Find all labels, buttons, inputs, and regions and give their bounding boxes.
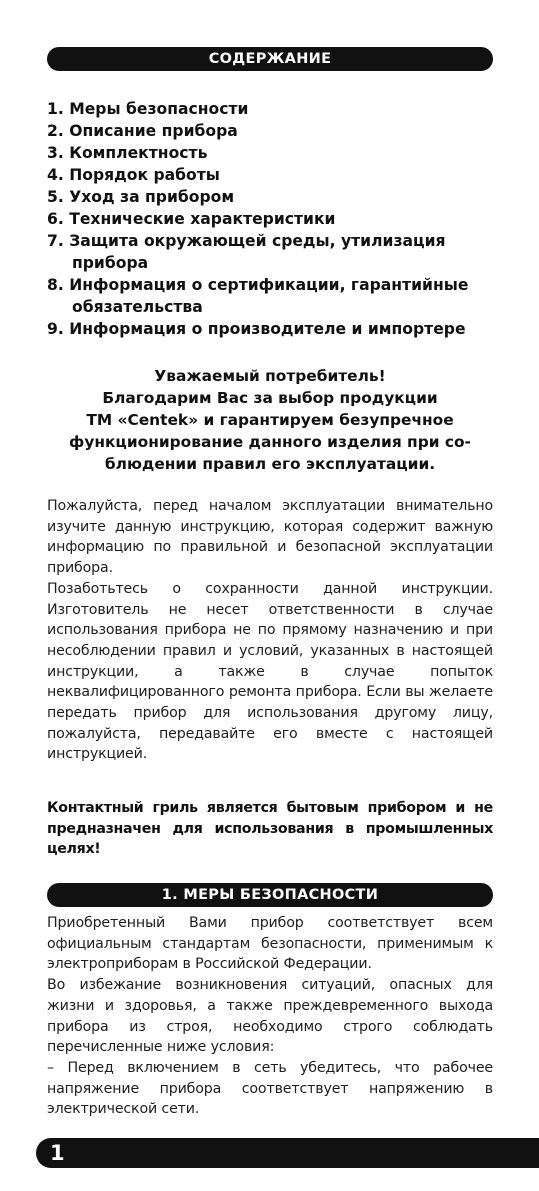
- section-body: [47, 913, 493, 1120]
- toc-item: 1. Меры безопасности: [47, 100, 249, 118]
- toc-title: СОДЕРЖАНИЕ: [208, 51, 332, 67]
- intro-text: [47, 496, 493, 765]
- toc-header-bar: [47, 47, 493, 71]
- intro-paragraph: Позаботьтесь о сохранности данной инструкции. Изготовитель не несет ответственности в случае использования прибора не по прямому назначению и при несоблюдении правил и условий, указанных в настоящей инструкции, а также в случае попыток неквалифицированного ремонта прибора. Если вы желаете передать прибор для использования другому лицу, пожалуйста, передавайте его вместе с настоящей инструкцией.: [47, 580, 493, 763]
- section-title: 1. МЕРЫ БЕЗОПАСНОСТИ: [161, 887, 379, 903]
- page-number: 1: [50, 1141, 65, 1165]
- greeting-line: Благодарим Вас за выбор продукции: [102, 389, 438, 407]
- toc-list: [47, 98, 497, 340]
- toc-item: 6. Технические характеристики: [47, 210, 336, 228]
- intro-paragraph: Пожалуйста, перед началом эксплуатации внимательно изучите данную инструкцию, которая содержит важную информацию по правильной и безопасной эксплуатации прибора.: [47, 498, 493, 577]
- greeting-line: блюдении правил его эксплуатации.: [104, 455, 436, 473]
- greeting-line: Уважаемый потребитель!: [154, 367, 386, 385]
- greeting-block: [47, 365, 493, 475]
- warning-paragraph: Контактный гриль является бытовым прибором и не предназначен для использования в промышленных целях!: [47, 800, 493, 858]
- section-paragraph: – Перед включением в сеть убедитесь, что рабочее напряжение прибора соответствует напряжению в электрической сети.: [47, 1059, 493, 1118]
- toc-item: 2. Описание прибора: [47, 122, 238, 140]
- greeting-line: ТМ «Centek» и гарантируем безупречное: [86, 411, 454, 429]
- warning-text: [47, 798, 493, 860]
- toc-item: 8. Информация о сертификации, гарантийные обязательства: [47, 276, 469, 316]
- section-header-bar: [47, 883, 493, 907]
- footer-bar: [36, 1138, 539, 1168]
- section-paragraph: Во избежание возникновения ситуаций, опасных для жизни и здоровья, а также преждевременного выхода прибора из строя, необходимо строго соблюдать перечисленные ниже условия:: [47, 977, 493, 1056]
- toc-item: 4. Порядок работы: [47, 166, 220, 184]
- toc-item: 3. Комплектность: [47, 144, 208, 162]
- toc-item: 7. Защита окружающей среды, утилизация прибора: [47, 232, 446, 272]
- toc-item: 5. Уход за прибором: [47, 188, 235, 206]
- toc-item: 9. Информация о производителе и импортере: [47, 320, 466, 338]
- section-paragraph: Приобретенный Вами прибор соответствует всем официальным стандартам безопасности, применимым к электроприборам в Российской Федерации.: [47, 915, 493, 973]
- greeting-line: функционирование данного изделия при со-: [69, 433, 471, 451]
